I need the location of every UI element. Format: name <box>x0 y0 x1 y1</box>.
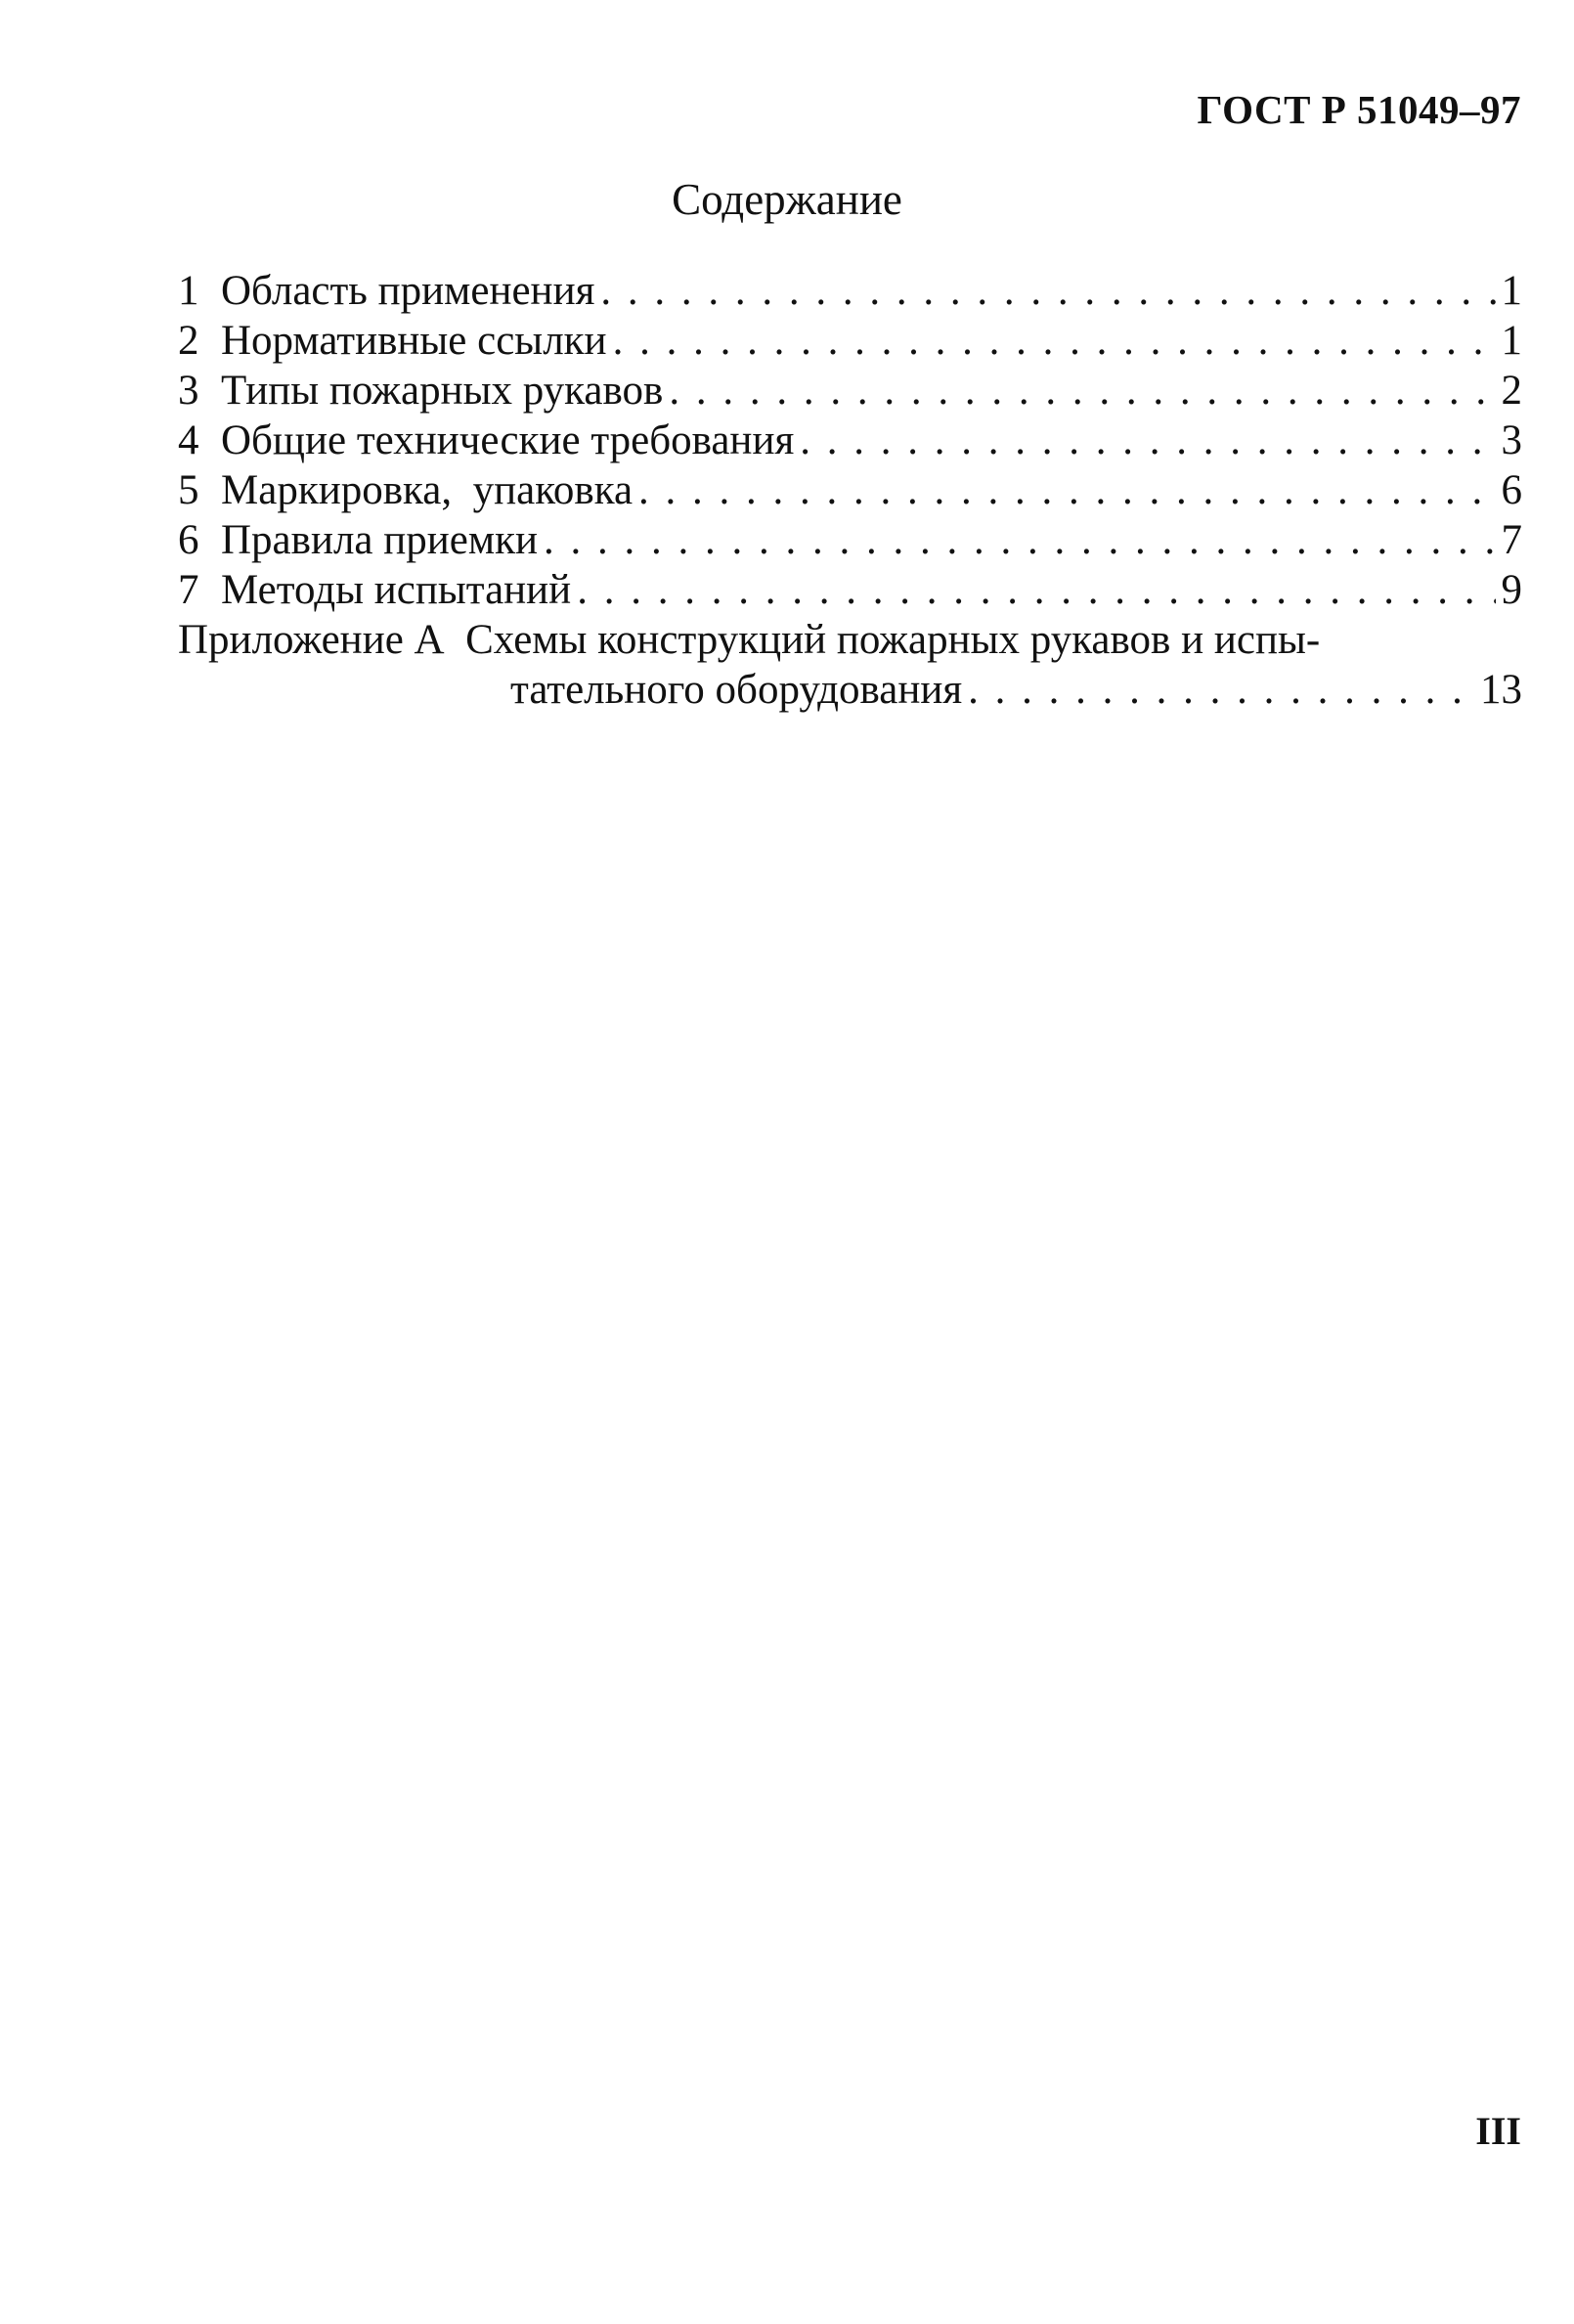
toc-leader-dots <box>613 316 1496 366</box>
toc-entry-number: 1 <box>178 268 199 314</box>
toc-entry[interactable] <box>178 266 1522 316</box>
toc-entry-label: Типы пожарных рукавов <box>221 368 664 414</box>
document-code: ГОСТ Р 51049–97 <box>1197 87 1521 132</box>
toc-entry-page: 7 <box>1501 517 1522 563</box>
table-of-contents <box>178 266 1522 715</box>
toc-leader-dots <box>577 565 1495 615</box>
toc-appendix-title-line2: тательного оборудования <box>510 667 963 713</box>
toc-leader-dots <box>800 416 1495 465</box>
toc-leader-dots <box>669 366 1495 416</box>
toc-appendix-entry[interactable] <box>178 615 1522 715</box>
toc-entry-number: 7 <box>178 567 199 613</box>
toc-entry-label: Общие технические требования <box>221 417 795 463</box>
toc-entry-label: Область применения <box>221 268 595 314</box>
toc-entry-page: 6 <box>1501 467 1522 513</box>
toc-entry-page: 1 <box>1501 318 1522 364</box>
toc-entry-page: 1 <box>1501 268 1522 314</box>
toc-entry-page: 9 <box>1501 567 1522 613</box>
toc-entry-label: Нормативные ссылки <box>221 318 607 364</box>
toc-leader-dots <box>600 266 1495 316</box>
toc-appendix-page: 13 <box>1480 667 1522 713</box>
toc-entry[interactable] <box>178 316 1522 366</box>
toc-entry-page: 3 <box>1501 417 1522 463</box>
toc-title: Содержание <box>672 175 902 224</box>
toc-entry[interactable] <box>178 565 1522 615</box>
toc-entry[interactable] <box>178 366 1522 416</box>
toc-leader-dots <box>544 515 1496 565</box>
toc-entry[interactable] <box>178 416 1522 465</box>
toc-entry[interactable] <box>178 515 1522 565</box>
toc-entry-label: Правила приемки <box>221 517 538 563</box>
toc-appendix-title-line1: Приложение А Схемы конструкций пожарных рукавов и испы- <box>178 617 1321 663</box>
toc-entry-number: 5 <box>178 467 199 513</box>
toc-entry-label: Маркировка, упаковка <box>221 467 634 513</box>
toc-entry-number: 3 <box>178 368 199 414</box>
toc-entry-number: 6 <box>178 517 199 563</box>
toc-entry-page: 2 <box>1501 368 1522 414</box>
page-number: III <box>1475 2109 1521 2153</box>
toc-entry-number: 4 <box>178 417 199 463</box>
toc-entry-number: 2 <box>178 318 199 364</box>
toc-leader-dots <box>968 665 1474 715</box>
toc-entry[interactable] <box>178 465 1522 515</box>
toc-entry-label: Методы испытаний <box>221 567 572 613</box>
toc-leader-dots <box>638 465 1495 515</box>
